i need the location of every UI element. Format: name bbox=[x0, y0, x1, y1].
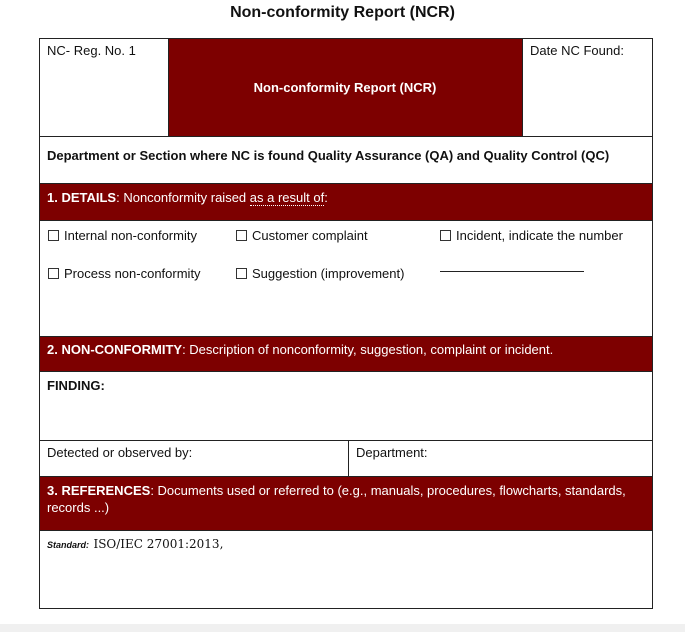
details-text-underlined: as a result of bbox=[249, 190, 325, 205]
checkbox-icon[interactable] bbox=[440, 230, 451, 241]
nonconformity-text: : Description of nonconformity, suggestion, complaint or incident. bbox=[182, 342, 554, 357]
option-process-label: Process non-conformity bbox=[64, 266, 201, 281]
checkbox-icon[interactable] bbox=[48, 268, 59, 279]
page-title: Non-conformity Report (NCR) bbox=[230, 4, 455, 21]
option-incident-label: Incident, indicate the number bbox=[456, 228, 623, 243]
option-process[interactable] bbox=[48, 266, 201, 281]
option-suggestion[interactable] bbox=[236, 266, 404, 281]
report-banner-text: Non-conformity Report (NCR) bbox=[253, 80, 437, 95]
option-customer[interactable] bbox=[236, 228, 368, 243]
details-header bbox=[40, 183, 652, 221]
option-incident[interactable] bbox=[440, 228, 623, 243]
department-label: Department: bbox=[356, 445, 428, 460]
references-header bbox=[40, 476, 652, 531]
references-text: : Documents used or referred to (e.g., manuals, procedures, flowcharts, standards, records ...) bbox=[47, 483, 626, 515]
report-banner bbox=[168, 39, 522, 136]
checkbox-icon[interactable] bbox=[236, 230, 247, 241]
details-heading: 1. DETAILS bbox=[47, 190, 117, 205]
standard-value: ISO/IEC 27001:2013, bbox=[93, 537, 224, 551]
checkbox-icon[interactable] bbox=[236, 268, 247, 279]
standard-label: Standard: bbox=[47, 540, 90, 550]
option-suggestion-label: Suggestion (improvement) bbox=[252, 266, 405, 281]
incident-number-field[interactable] bbox=[440, 271, 584, 272]
page-bottom-strip bbox=[0, 624, 685, 632]
reg-no-label: NC- Reg. No. 1 bbox=[47, 43, 136, 58]
details-text: : Nonconformity raised bbox=[116, 190, 250, 205]
nonconformity-heading: 2. NON-CONFORMITY bbox=[47, 342, 183, 357]
date-found-label: Date NC Found: bbox=[530, 43, 624, 58]
checkbox-icon[interactable] bbox=[48, 230, 59, 241]
finding-label: FINDING: bbox=[47, 378, 105, 393]
details-text-end: : bbox=[324, 190, 328, 205]
department-line: Department or Section where NC is found Quality Assurance (QA) and Quality Control (QC) bbox=[47, 148, 610, 163]
standard-line bbox=[47, 535, 223, 553]
detected-by-label: Detected or observed by: bbox=[47, 445, 193, 460]
option-internal-label: Internal non-conformity bbox=[64, 228, 197, 243]
ncr-form bbox=[39, 38, 653, 609]
option-customer-label: Customer complaint bbox=[252, 228, 368, 243]
references-heading: 3. REFERENCES bbox=[47, 483, 151, 498]
option-internal[interactable] bbox=[48, 228, 197, 243]
nonconformity-header bbox=[40, 336, 652, 372]
